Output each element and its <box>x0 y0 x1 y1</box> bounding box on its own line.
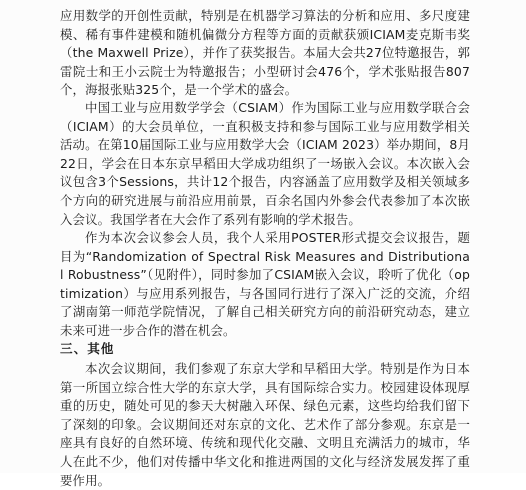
paragraph-csiam-embedded-conference: 中国工业与应用数学学会（CSIAM）作为国际工业与应用数学联合会（ICIAM）的大会员单位，一直积极支持和参与国际工业与应用数学相关活动。在第10届国际工业与应用数学大会（ICIAM 2023）举办期间，8月22日，学会在日本东京早稻田大学成功组织了一场嵌入会议。本次嵌入会议包含3个Sessions，共计12个报告，内容涵盖了应用数学及相关领域多个方向的研究进展与前沿应用前景，百余名国内外参会代表参加了本次嵌入会议。我国学者在大会作了系列有影响的学术报告。 <box>60 100 470 227</box>
paragraph-intro-continued: 应用数学的开创性贡献，特别是在机器学习算法的分析和应用、多尺度建模、稀有事件建模和随机偏微分方程等方面的贡献获颁ICIAM麦克斯韦奖（the Maxwell Prize），并作了获奖报告。本届大会共27位特邀报告，郭雷院士和王小云院士为特邀报告；小型研讨会476个，学术张贴报告807个，海报张贴325个，是一个学术的盛会。 <box>60 8 470 98</box>
section-heading-other: 三、其他 <box>60 341 115 356</box>
paragraph-visit-tokyo: 本次会议期间，我们参观了东京大学和早稻田大学。特别是作为日本第一所国立综合性大学的东京大学，具有国际综合实力。校园建设体现厚重的历史，随处可见的参天大树融入环保、绿色元素，这些均给我们留下了深刻的印象。会议期间还对东京的文化、艺术作了部分参观。东京是一座具有良好的自然环境、传统和现代化交融、文明且充满活力的城市，华人在此不少，他们对传播中华文化和推进两国的文化与经济发展发挥了重要作用。 <box>60 361 470 488</box>
paragraph-poster-participation: 作为本次会议参会人员，我个人采用POSTER形式提交会议报告，题目为“Randomization of Spectral Risk Measures and Distributional Robustness”（见附件），同时参加了CSIAM嵌入会议，聆听了优化（optimization）与应用系列报告，与各国同行进行了深入广泛的交流，介绍了湖南第一师范学院情况，了解自己相关研究方向的前沿研究动态，建立未来可进一步合作的潜在机会。 <box>60 230 470 338</box>
